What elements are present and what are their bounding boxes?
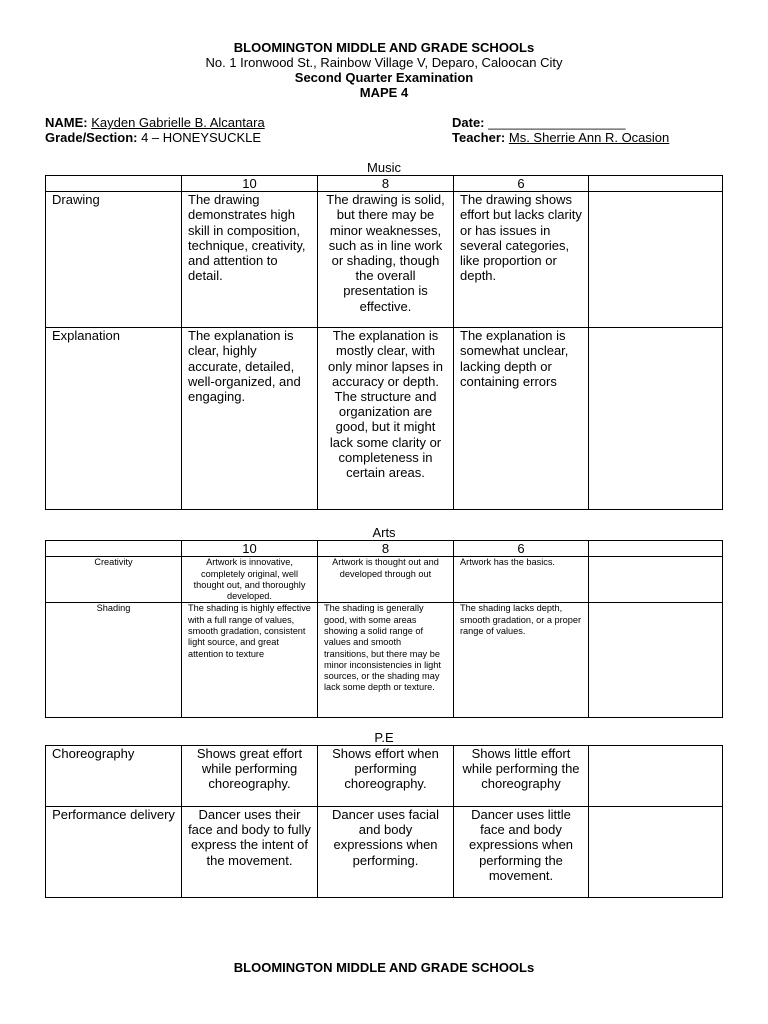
grade-value: 4 – HONEYSUCKLE bbox=[141, 130, 262, 145]
subject-title: MAPE 4 bbox=[359, 85, 409, 100]
table-row bbox=[46, 603, 723, 718]
arts-title: Arts bbox=[372, 525, 396, 540]
table-row bbox=[46, 807, 723, 898]
descriptor-cell: The shading lacks depth, smooth gradation, or a proper range of values. bbox=[454, 603, 589, 718]
table-cell bbox=[589, 328, 723, 510]
descriptor-cell: The explanation is clear, highly accurate, detailed, well-organized, and engaging. bbox=[182, 328, 318, 510]
criterion-cell: Creativity bbox=[46, 557, 182, 603]
descriptor-cell: Shows effort when performing choreography. bbox=[318, 746, 454, 807]
grade-label: Grade/Section: bbox=[45, 130, 138, 145]
table-cell bbox=[589, 603, 723, 718]
score-header: 8 bbox=[318, 176, 454, 192]
criterion-cell: Choreography bbox=[46, 746, 182, 807]
date-value: ___________________ bbox=[488, 115, 626, 130]
score-header: 6 bbox=[454, 541, 589, 557]
name-value: Kayden Gabrielle B. Alcantara bbox=[91, 115, 265, 130]
table-row bbox=[46, 192, 723, 328]
descriptor-cell: Dancer uses facial and body expressions when performing. bbox=[318, 807, 454, 898]
arts-rubric-table bbox=[45, 540, 723, 718]
table-cell bbox=[589, 557, 723, 603]
table-cell bbox=[46, 541, 182, 557]
name-label: NAME: bbox=[45, 115, 88, 130]
table-row bbox=[46, 328, 723, 510]
descriptor-cell: Dancer uses little face and body expressions when performing the movement. bbox=[454, 807, 589, 898]
student-name-line bbox=[45, 115, 265, 130]
table-cell bbox=[589, 192, 723, 328]
descriptor-cell: Dancer uses their face and body to fully express the intent of the movement. bbox=[182, 807, 318, 898]
descriptor-cell: Shows little effort while performing the choreography bbox=[454, 746, 589, 807]
date-line bbox=[452, 115, 626, 130]
descriptor-cell: Shows great effort while performing choreography. bbox=[182, 746, 318, 807]
criterion-cell: Performance delivery bbox=[46, 807, 182, 898]
teacher-value: Ms. Sherrie Ann R. Ocasion bbox=[508, 130, 670, 145]
score-header: 6 bbox=[454, 176, 589, 192]
score-header: 10 bbox=[182, 541, 318, 557]
exam-title: Second Quarter Examination bbox=[294, 70, 474, 85]
music-rubric-table bbox=[45, 175, 723, 510]
descriptor-cell: The shading is generally good, with some areas showing a solid range of values and smooth transitions, but there may be minor inconsistencies in light sources, or the shading may lack some depth or texture. bbox=[318, 603, 454, 718]
criterion-cell: Drawing bbox=[46, 192, 182, 328]
descriptor-cell: The drawing is solid, but there may be minor weaknesses, such as in line work or shading, though the overall presentation is effective. bbox=[318, 192, 454, 328]
grade-section-line bbox=[45, 130, 261, 145]
table-row bbox=[46, 746, 723, 807]
school-name: BLOOMINGTON MIDDLE AND GRADE SCHOOLs bbox=[233, 40, 535, 55]
teacher-line bbox=[452, 130, 669, 145]
criterion-cell: Explanation bbox=[46, 328, 182, 510]
date-label: Date: bbox=[452, 115, 485, 130]
music-title: Music bbox=[367, 160, 401, 175]
score-header: 10 bbox=[182, 176, 318, 192]
teacher-label: Teacher: bbox=[452, 130, 506, 145]
table-cell bbox=[589, 176, 723, 192]
school-address: No. 1 Ironwood St., Rainbow Village V, Deparo, Caloocan City bbox=[205, 55, 563, 70]
footer-school-name: BLOOMINGTON MIDDLE AND GRADE SCHOOLs bbox=[233, 960, 535, 975]
descriptor-cell: The drawing shows effort but lacks clarity or has issues in several categories, like proportion or depth. bbox=[454, 192, 589, 328]
table-cell bbox=[589, 807, 723, 898]
criterion-cell: Shading bbox=[46, 603, 182, 718]
descriptor-cell: Artwork has the basics. bbox=[454, 557, 589, 603]
table-row bbox=[46, 557, 723, 603]
descriptor-cell: The shading is highly effective with a full range of values, smooth gradation, consistent light source, and great attention to texture bbox=[182, 603, 318, 718]
score-header: 8 bbox=[318, 541, 454, 557]
score-header-row bbox=[46, 176, 723, 192]
pe-rubric-table bbox=[45, 745, 723, 898]
pe-title: P.E bbox=[374, 730, 394, 745]
table-cell bbox=[589, 541, 723, 557]
score-header-row bbox=[46, 541, 723, 557]
descriptor-cell: The explanation is mostly clear, with only minor lapses in accuracy or depth. The structure and organization are good, but it might lack some clarity or completeness in certain areas. bbox=[318, 328, 454, 510]
descriptor-cell: Artwork is innovative, completely original, well thought out, and thoroughly developed. bbox=[182, 557, 318, 603]
table-cell bbox=[589, 746, 723, 807]
descriptor-cell: Artwork is thought out and developed through out bbox=[318, 557, 454, 603]
table-cell bbox=[46, 176, 182, 192]
descriptor-cell: The drawing demonstrates high skill in composition, technique, creativity, and attention to detail. bbox=[182, 192, 318, 328]
descriptor-cell: The explanation is somewhat unclear, lacking depth or containing errors bbox=[454, 328, 589, 510]
